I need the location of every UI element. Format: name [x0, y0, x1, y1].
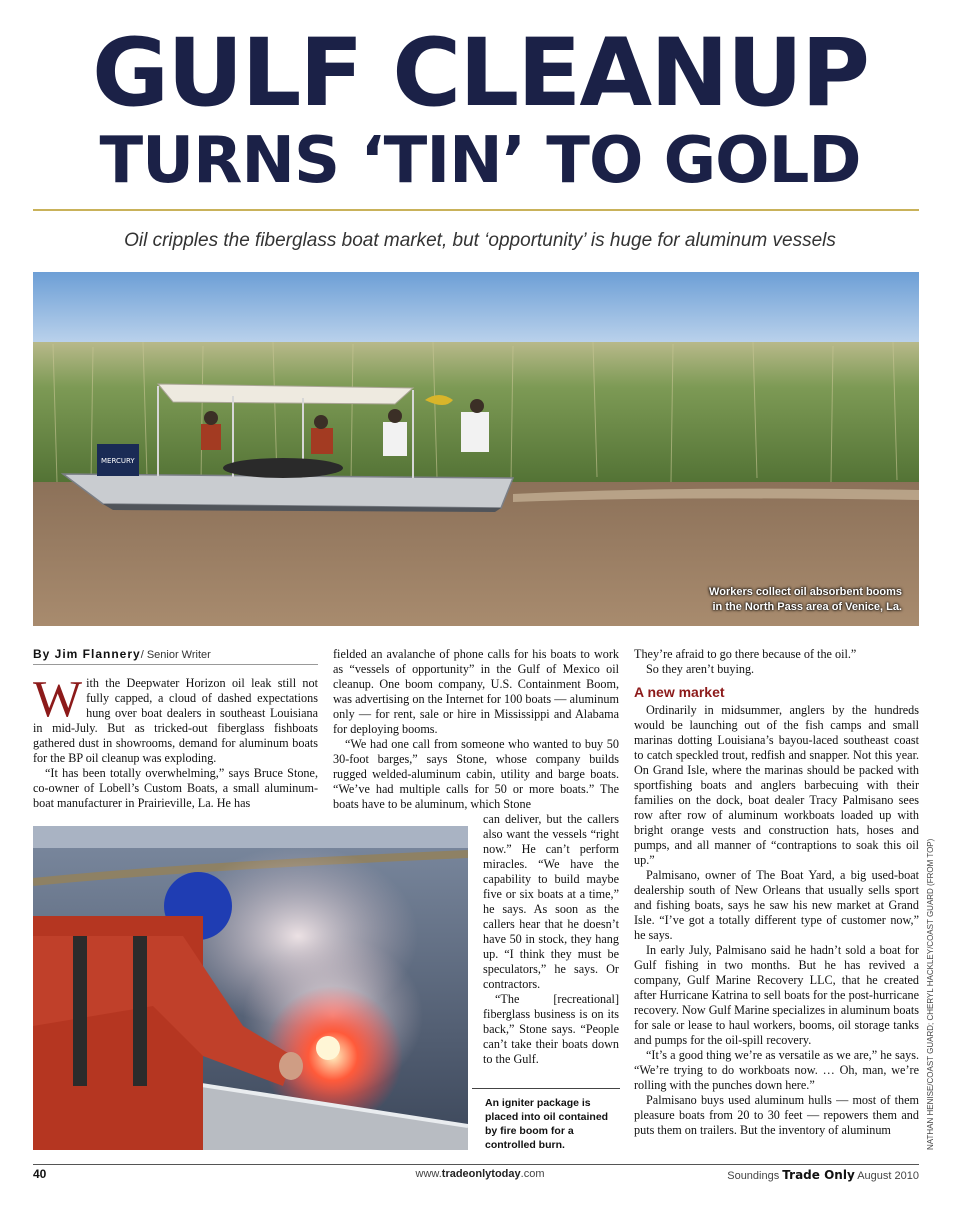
article-column-2-narrow — [483, 812, 619, 1082]
footer-rule — [33, 1164, 919, 1165]
byline-name: By Jim Flannery — [33, 647, 141, 661]
col3-paragraph-1: They’re afraid to go there because of the oil.” — [634, 647, 857, 661]
col3-paragraph-4: Palmisano, owner of The Boat Yard, a big used-boat dealership south of New Orleans that usually sells sport and fishing boats, says he saw his new market at Grand Isle. “I’ve got a totally different type of customer now,” he says. — [634, 868, 919, 942]
footer-publication — [727, 1168, 919, 1182]
col3-paragraph-3: Ordinarily in midsummer, anglers by the hundreds would be launching out of the fish camps and small marinas dotting Louisiana’s bayou-laced southeast coast to catch speckled trout, redfish and snapper. Not this year. On Grand Isle, where the marinas should be packed with sportfishing boats and anglers barbecuing with their families on the dock, boat dealer Tracy Palmisano sees row after row of aluminum workboats loaded up with bright orange vests and construction hats, hoses and pumps, and all manner of “contraptions to soak this oil up.” — [634, 703, 919, 867]
url-prefix: www. — [415, 1168, 442, 1180]
photo-igniter-burn — [33, 826, 468, 1150]
col1-paragraph-2: “It has been totally overwhelming,” says Bruce Stone, co-owner of Lobell’s Custom Boats, a small aluminum-boat manufacturer in Prairieville, La. He has — [33, 766, 318, 810]
col1-paragraph-1: ith the Deepwater Horizon oil leak still not fully capped, a cloud of dashed expectations hung over boat dealers in southeast Louisiana in mid-July. But as tricked-out fiberglass fishboats gathered dust in showrooms, demand for aluminum boats for the BP oil cleanup was exploding. — [33, 676, 318, 765]
pub-name: Trade Only — [782, 1168, 855, 1182]
col2-paragraph-1: fielded an avalanche of phone calls for his boats to work as “vessels of opportunity” in the Gulf of Mexico oil cleanup. One boom company, U.S. Containment Boom, was advertising on the Internet for 100 boats — aluminum only — for rent, sale or hire in Mississippi and Alabama for deploying booms. — [333, 647, 619, 736]
photo-workers-boat — [33, 272, 919, 626]
col3-paragraph-2: So they aren’t buying. — [646, 662, 755, 676]
col3-paragraph-7: Palmisano buys used aluminum hulls — most of them pleasure boats from 20 to 30 feet — repowers them and puts them on trailers. But the inventory of aluminum — [634, 1093, 919, 1137]
deck-subtitle: Oil cripples the fiberglass boat market, but ‘opportunity’ is huge for aluminum vessels — [124, 230, 836, 251]
pub-prefix: Soundings — [727, 1170, 780, 1182]
article-column-1 — [33, 676, 318, 816]
col2-paragraph-3: can deliver, but the callers also want the vessels “right now.” He can’t perform miracles. “We have the capability to build maybe five or six boats at a time,” he says. As soon as the callers hear that he doesn’t have 50 in stock, they hang up. “I think they must be speculators,” he says. Or contractors. — [483, 812, 619, 991]
svg-text:MERCURY: MERCURY — [101, 457, 135, 465]
article-column-2-top — [333, 647, 619, 813]
photo1-caption-line2: in the North Pass area of Venice, La. — [712, 601, 902, 613]
byline — [33, 647, 318, 665]
col3-paragraph-5: In early July, Palmisano said he hadn’t sold a boat for Gulf fishing in two months. But he has revived a company, Gulf Marine Recovery LLC, that he created after Hurricane Katrina to sell boats for the post-hurricane recovery. Now Gulf Marine specializes in aluminum boats for sale or lease to haul workers, booms, oil storage tanks and pumps for the oil-spill recovery. — [634, 943, 919, 1047]
headline-line1: GULF CLEANUP — [91, 19, 869, 128]
headline-rule — [33, 209, 919, 211]
photo2-caption-rule — [472, 1088, 620, 1089]
issue-date: August 2010 — [857, 1170, 919, 1182]
dropcap: W — [33, 676, 83, 728]
col2-paragraph-2: “We had one call from someone who wanted to buy 50 30-foot barges,” says Stone, whose company builds rugged welded-aluminum cabin, utility and barge boats. “We’ve had multiple calls for 50 or more boats.” The boats have to be aluminum, which Stone — [333, 737, 619, 811]
photo1-caption — [662, 585, 902, 615]
photo2-caption: An igniter package is placed into oil contained by fire boom for a controlled burn. — [485, 1097, 609, 1151]
url-domain: tradeonlytoday — [441, 1168, 521, 1180]
headline-line2: TURNS ‘TIN’ TO GOLD — [99, 124, 861, 198]
article-column-3 — [634, 647, 919, 1157]
page-number: 40 — [33, 1167, 47, 1181]
photo1-caption-line1: Workers collect oil absorbent booms — [709, 586, 902, 598]
col2-paragraph-4: “The [recreational] fiberglass business is on its back,” Stone says. “People can’t take their boats down to the Gulf. — [483, 992, 619, 1066]
url-suffix: .com — [520, 1168, 545, 1180]
subhead-new-market: A new market — [634, 684, 725, 700]
col3-paragraph-6: “It’s a good thing we’re as versatile as we are,” he says. “We’re trying to do workboats now. … Oh, man, we’re rolling with the punches down here.” — [634, 1048, 919, 1092]
byline-title: / Senior Writer — [140, 649, 211, 661]
photo-credit: NATHAN HENISE/COAST GUARD; CHERYL HACKLEY/COAST GUARD (FROM TOP) — [926, 838, 935, 1150]
